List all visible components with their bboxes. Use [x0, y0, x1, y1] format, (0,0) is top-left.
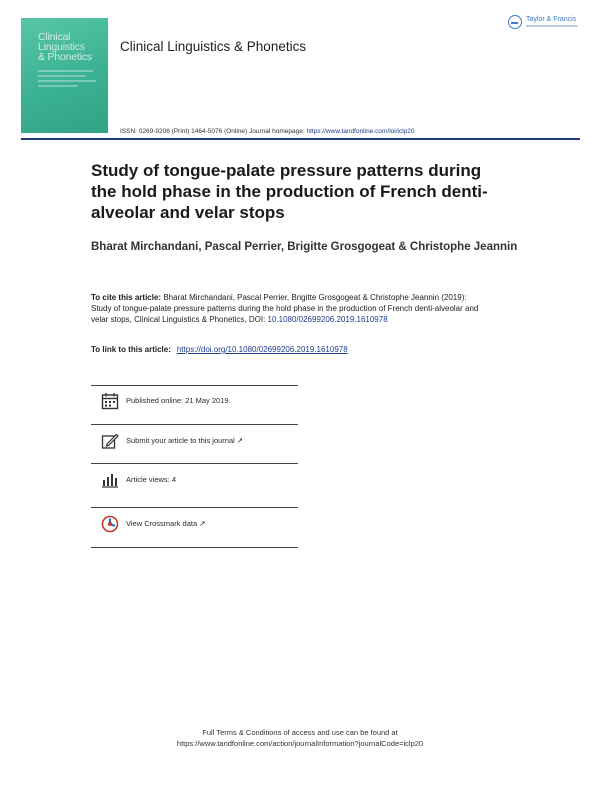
meta-divider [91, 507, 298, 508]
citation-text: Bharat Mirchandani, Pascal Perrier, Brigitte Grosgogeat & Christophe Jeannin (2019): Study of tongue-palate pressure patterns during the hold phase in the production of French denti-alveolar and velar stops, Clinical Linguistics & Phonetics, DOI: [91, 293, 479, 324]
terms-footer [0, 727, 600, 749]
journal-cover-image [21, 18, 108, 133]
publisher-logo-subline [526, 25, 578, 27]
header-divider [21, 138, 580, 140]
crossmark-icon [101, 515, 119, 533]
article-views-text: Article views: 4 [126, 475, 177, 484]
terms-footer-text: Full Terms & Conditions of access and use can be found at [202, 728, 398, 737]
publisher-logo-icon [508, 15, 522, 29]
meta-divider [91, 385, 298, 386]
meta-divider [91, 463, 298, 464]
external-link-icon: ↗ [199, 519, 206, 528]
bar-chart-icon [101, 471, 119, 489]
citation-label: To cite this article: [91, 293, 162, 302]
meta-divider [91, 547, 298, 548]
issn-text: ISSN: 0269-9206 (Print) 1464-5076 (Online) Journal homepage: [120, 128, 307, 135]
published-online-text: Published online: 21 May 2019. [126, 396, 231, 405]
calendar-icon [101, 392, 119, 410]
external-link-icon: ↗ [236, 436, 244, 445]
journal-name: Clinical Linguistics & Phonetics [120, 39, 307, 54]
cover-decoration [38, 70, 98, 90]
publisher-logo [508, 14, 583, 38]
meta-divider [91, 424, 298, 425]
submit-article-text: Submit your article to this journal ↗ [126, 436, 244, 445]
publisher-name: Taylor & Francis [526, 16, 577, 23]
article-link-label: To link to this article: [91, 345, 171, 354]
article-title: Study of tongue-palate pressure patterns during the hold phase in the production of French denti-alveolar and velar stops [91, 161, 488, 222]
citation-block [91, 292, 486, 325]
issn-line [120, 128, 414, 135]
journal-homepage-link[interactable]: https://www.tandfonline.com/loi/iclp20 [306, 128, 415, 135]
crossmark-text: View Crossmark data ↗ [126, 519, 206, 528]
submit-pencil-icon [101, 432, 119, 450]
terms-footer-link[interactable]: https://www.tandfonline.com/action/journalInformation?journalCode=iclp20 [176, 739, 424, 748]
article-authors: Bharat Mirchandani, Pascal Perrier, Brigitte Grosgogeat & Christophe Jeannin [91, 241, 518, 253]
cover-title: Clinical Linguistics & Phonetics [38, 31, 92, 63]
article-doi-link[interactable]: https://doi.org/10.1080/02699206.2019.1610978 [176, 345, 348, 354]
citation-doi-link[interactable]: 10.1080/02699206.2019.1610978 [267, 315, 388, 324]
article-link-line [91, 345, 348, 354]
